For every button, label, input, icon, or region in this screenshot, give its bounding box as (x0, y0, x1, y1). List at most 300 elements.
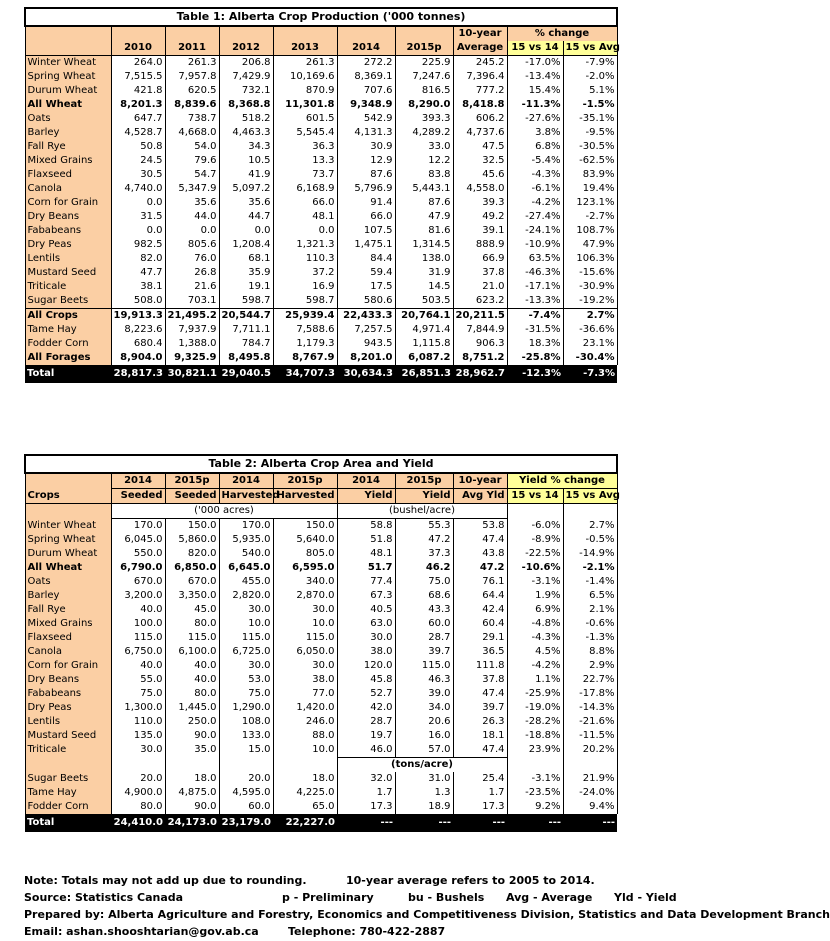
data-cell: 1.3 (395, 786, 453, 800)
data-cell: 598.7 (219, 294, 273, 309)
data-cell: 46.3 (395, 673, 453, 687)
data-cell: 8,290.0 (395, 98, 453, 112)
data-cell: -2.7% (563, 210, 617, 224)
data-cell: 33.0 (395, 140, 453, 154)
data-cell: 0.0 (111, 224, 165, 238)
row-label: Oats (25, 575, 111, 589)
data-cell: 805.0 (273, 547, 337, 561)
data-cell: 68.1 (219, 252, 273, 266)
area-yield-row (25, 575, 617, 589)
data-cell: 30.0 (219, 603, 273, 617)
total-cell: -12.3% (507, 365, 563, 383)
column-header-top: 2015p (165, 473, 219, 489)
production-row (25, 294, 617, 309)
production-row (25, 154, 617, 168)
row-label: Tame Hay (25, 786, 111, 800)
data-cell: 25.4 (453, 772, 507, 786)
note-yld: Yld - Yield (614, 891, 677, 904)
data-cell: 43.8 (453, 547, 507, 561)
data-cell: -27.6% (507, 112, 563, 126)
data-cell: -0.6% (563, 617, 617, 631)
data-cell: 31.5 (111, 210, 165, 224)
data-cell: 5.1% (563, 84, 617, 98)
data-cell: 20,764.1 (395, 309, 453, 324)
data-cell: 39.7 (453, 701, 507, 715)
area-yield-row (25, 533, 617, 547)
data-cell: -9.5% (563, 126, 617, 140)
data-cell: 87.6 (395, 196, 453, 210)
data-cell: -19.2% (563, 294, 617, 309)
column-header: 2013 (273, 41, 337, 56)
data-cell: 8,368.8 (219, 98, 273, 112)
data-cell: 4,900.0 (111, 786, 165, 800)
data-cell: 18.0 (165, 772, 219, 786)
data-cell: 3,350.0 (165, 589, 219, 603)
data-cell: 34.0 (395, 701, 453, 715)
unit-yield-label: (bushel/acre) (337, 504, 507, 519)
data-cell: 31.9 (395, 266, 453, 280)
data-cell: 47.5 (453, 140, 507, 154)
data-cell: 4,131.3 (337, 126, 395, 140)
data-cell: 421.8 (111, 84, 165, 98)
data-cell: 30.0 (273, 603, 337, 617)
data-cell: 43.3 (395, 603, 453, 617)
data-cell: -10.9% (507, 238, 563, 252)
data-cell: 2.7% (563, 519, 617, 534)
data-cell: 46.0 (337, 743, 395, 758)
data-cell: -7.4% (507, 309, 563, 324)
data-cell: 55.0 (111, 673, 165, 687)
data-cell: 76.1 (453, 575, 507, 589)
data-cell: -30.5% (563, 140, 617, 154)
row-label: Dry Peas (25, 701, 111, 715)
contact-email[interactable]: Email: ashan.shooshtarian@gov.ab.ca (24, 925, 259, 938)
data-cell: 8,201.0 (337, 351, 395, 365)
row-label: Triticale (25, 743, 111, 758)
data-cell: 4,558.0 (453, 182, 507, 196)
data-cell: 90.0 (165, 800, 219, 814)
row-label: Mustard Seed (25, 266, 111, 280)
column-header: Average (453, 41, 507, 56)
data-cell: 542.9 (337, 112, 395, 126)
data-cell: 30.0 (111, 743, 165, 758)
row-label: Tame Hay (25, 323, 111, 337)
production-row (25, 70, 617, 84)
data-cell: -15.6% (563, 266, 617, 280)
data-cell: 1,208.4 (219, 238, 273, 252)
production-row (25, 309, 617, 324)
data-cell: -2.0% (563, 70, 617, 84)
data-cell: 47.4 (453, 533, 507, 547)
data-cell: 108.7% (563, 224, 617, 238)
data-cell: 3.8% (507, 126, 563, 140)
data-cell: 22,433.3 (337, 309, 395, 324)
data-cell: 107.5 (337, 224, 395, 238)
data-cell: 77.0 (273, 687, 337, 701)
row-label: All Wheat (25, 561, 111, 575)
data-cell: 4,740.0 (111, 182, 165, 196)
contact-telephone: Telephone: 780-422-2887 (288, 925, 446, 938)
data-cell: 4,595.0 (219, 786, 273, 800)
data-cell: 7,844.9 (453, 323, 507, 337)
data-cell: 120.0 (337, 659, 395, 673)
production-row (25, 337, 617, 351)
data-cell: 30.5 (111, 168, 165, 182)
data-cell: -17.0% (507, 56, 563, 71)
data-cell: -14.9% (563, 547, 617, 561)
area-yield-row (25, 561, 617, 575)
data-cell: 8,751.2 (453, 351, 507, 365)
data-cell: 47.2 (395, 533, 453, 547)
data-cell: 870.9 (273, 84, 337, 98)
data-cell: 82.0 (111, 252, 165, 266)
column-header-top: 10-year (453, 473, 507, 489)
data-cell: 7,257.5 (337, 323, 395, 337)
area-yield-row (25, 645, 617, 659)
yield-change-header: Yield % change (507, 473, 617, 489)
data-cell: 30.0 (337, 631, 395, 645)
data-cell: 261.3 (165, 56, 219, 71)
data-cell: 6.8% (507, 140, 563, 154)
data-cell: -4.8% (507, 617, 563, 631)
data-cell: 51.7 (337, 561, 395, 575)
data-cell: 80.0 (111, 800, 165, 814)
data-cell: -36.6% (563, 323, 617, 337)
column-header: 15 vs Avg (563, 489, 617, 504)
data-cell: 45.0 (165, 603, 219, 617)
data-cell: -6.1% (507, 182, 563, 196)
note-avg: Avg - Average (506, 891, 593, 904)
area-yield-row (25, 715, 617, 729)
data-cell: 8,839.6 (165, 98, 219, 112)
data-cell: 19,913.3 (111, 309, 165, 324)
data-cell: -2.1% (563, 561, 617, 575)
data-cell: 17.5 (337, 280, 395, 294)
data-cell: 42.0 (337, 701, 395, 715)
data-cell: -35.1% (563, 112, 617, 126)
row-label: Oats (25, 112, 111, 126)
crop-production-table (24, 7, 618, 383)
data-cell: 4,225.0 (273, 786, 337, 800)
row-label: Flaxseed (25, 631, 111, 645)
column-header-top: 2014 (219, 473, 273, 489)
data-cell: 18.3% (507, 337, 563, 351)
data-cell: 22.7% (563, 673, 617, 687)
data-cell: 63.0 (337, 617, 395, 631)
data-cell: 49.2 (453, 210, 507, 224)
data-cell: 508.0 (111, 294, 165, 309)
data-cell: 7,937.9 (165, 323, 219, 337)
column-header-top: 2015p (273, 473, 337, 489)
data-cell: 20,544.7 (219, 309, 273, 324)
data-cell: 37.3 (395, 547, 453, 561)
unit-tons-label: (tons/acre) (337, 758, 507, 773)
data-cell: 4,289.2 (395, 126, 453, 140)
production-row (25, 56, 617, 71)
data-cell: -25.9% (507, 687, 563, 701)
data-cell: 1,445.0 (165, 701, 219, 715)
total-cell: 24,410.0 (111, 814, 165, 832)
data-cell: 6,645.0 (219, 561, 273, 575)
data-cell: 12.2 (395, 154, 453, 168)
data-cell: 57.0 (395, 743, 453, 758)
data-cell: 10,169.6 (273, 70, 337, 84)
data-cell: 703.1 (165, 294, 219, 309)
data-cell: 83.8 (395, 168, 453, 182)
production-row (25, 266, 617, 280)
data-cell: 2,870.0 (273, 589, 337, 603)
data-cell: 45.8 (337, 673, 395, 687)
data-cell: 5,935.0 (219, 533, 273, 547)
data-cell: 45.6 (453, 168, 507, 182)
data-cell: 35.6 (219, 196, 273, 210)
data-cell: -14.3% (563, 701, 617, 715)
data-cell: 10.5 (219, 154, 273, 168)
data-cell: -4.2% (507, 659, 563, 673)
data-cell: -13.3% (507, 294, 563, 309)
row-label: Fababeans (25, 687, 111, 701)
data-cell: 46.2 (395, 561, 453, 575)
data-cell: 11,301.8 (273, 98, 337, 112)
data-cell: 106.3% (563, 252, 617, 266)
data-cell: 0.0 (111, 196, 165, 210)
column-header: Seeded (165, 489, 219, 504)
data-cell: 8,767.9 (273, 351, 337, 365)
total-label: Total (25, 365, 111, 383)
data-cell: 37.2 (273, 266, 337, 280)
data-cell: -11.5% (563, 729, 617, 743)
area-yield-row (25, 631, 617, 645)
data-cell: 7,247.6 (395, 70, 453, 84)
area-yield-row (25, 589, 617, 603)
data-cell: -30.9% (563, 280, 617, 294)
crops-header: Crops (25, 489, 111, 504)
production-row (25, 238, 617, 252)
area-yield-row (25, 701, 617, 715)
data-cell: -3.1% (507, 772, 563, 786)
row-label: Canola (25, 182, 111, 196)
data-cell: 2,820.0 (219, 589, 273, 603)
data-cell: 6.5% (563, 589, 617, 603)
data-cell: 7,515.5 (111, 70, 165, 84)
data-cell: 3,200.0 (111, 589, 165, 603)
data-cell: 670.0 (165, 575, 219, 589)
data-cell: 784.7 (219, 337, 273, 351)
data-cell: 36.3 (273, 140, 337, 154)
data-cell: 6,100.0 (165, 645, 219, 659)
data-cell: 68.6 (395, 589, 453, 603)
data-cell: 7,957.8 (165, 70, 219, 84)
data-cell: 47.7 (111, 266, 165, 280)
column-header: 2011 (165, 41, 219, 56)
data-cell: 115.0 (273, 631, 337, 645)
data-cell: -46.3% (507, 266, 563, 280)
total-cell: 30,821.1 (165, 365, 219, 383)
data-cell: 6,850.0 (165, 561, 219, 575)
data-cell: 73.7 (273, 168, 337, 182)
data-cell: -11.3% (507, 98, 563, 112)
data-cell: 1,179.3 (273, 337, 337, 351)
data-cell: 150.0 (273, 519, 337, 534)
data-cell: 8,418.8 (453, 98, 507, 112)
row-label: Fall Rye (25, 140, 111, 154)
data-cell: 5,796.9 (337, 182, 395, 196)
data-cell: 19.4% (563, 182, 617, 196)
data-cell: 670.0 (111, 575, 165, 589)
total-cell: --- (337, 814, 395, 832)
data-cell: 55.3 (395, 519, 453, 534)
data-cell: 76.0 (165, 252, 219, 266)
data-cell: 51.8 (337, 533, 395, 547)
data-cell: 943.5 (337, 337, 395, 351)
data-cell: 340.0 (273, 575, 337, 589)
row-label-header (25, 473, 111, 489)
data-cell: 133.0 (219, 729, 273, 743)
data-cell: 250.0 (165, 715, 219, 729)
row-label: Corn for Grain (25, 659, 111, 673)
data-cell: 35.0 (165, 743, 219, 758)
data-cell: 20.6 (395, 715, 453, 729)
data-cell: 38.1 (111, 280, 165, 294)
column-header: 2012 (219, 41, 273, 56)
total-cell: --- (395, 814, 453, 832)
data-cell: 10.0 (219, 617, 273, 631)
data-cell: 225.9 (395, 56, 453, 71)
data-cell: 4,463.3 (219, 126, 273, 140)
data-cell: -1.3% (563, 631, 617, 645)
production-row (25, 252, 617, 266)
data-cell: -28.2% (507, 715, 563, 729)
data-cell: -4.3% (507, 631, 563, 645)
data-cell: 598.7 (273, 294, 337, 309)
row-label: Fodder Corn (25, 800, 111, 814)
column-header: Avg Yld (453, 489, 507, 504)
data-cell: 40.5 (337, 603, 395, 617)
data-cell: 42.4 (453, 603, 507, 617)
data-cell: 4,668.0 (165, 126, 219, 140)
data-cell: 19.1 (219, 280, 273, 294)
data-cell: 40.0 (111, 659, 165, 673)
total-cell: 28,817.3 (111, 365, 165, 383)
data-cell: 5,097.2 (219, 182, 273, 196)
area-yield-row (25, 617, 617, 631)
data-cell: 81.6 (395, 224, 453, 238)
total-cell: 30,634.3 (337, 365, 395, 383)
data-cell: -3.1% (507, 575, 563, 589)
data-cell: 540.0 (219, 547, 273, 561)
data-cell: 115.0 (219, 631, 273, 645)
data-cell: 35.9 (219, 266, 273, 280)
data-cell: 170.0 (219, 519, 273, 534)
total-cell: 24,173.0 (165, 814, 219, 832)
data-cell: 77.4 (337, 575, 395, 589)
data-cell: 2.1% (563, 603, 617, 617)
data-cell: 1,290.0 (219, 701, 273, 715)
total-cell: 28,962.7 (453, 365, 507, 383)
data-cell: 37.8 (453, 673, 507, 687)
data-cell: 110.3 (273, 252, 337, 266)
data-cell: 24.5 (111, 154, 165, 168)
data-cell: 7,711.1 (219, 323, 273, 337)
data-cell: 246.0 (273, 715, 337, 729)
row-label: Winter Wheat (25, 56, 111, 71)
column-header: Harvested (273, 489, 337, 504)
data-cell: 47.4 (453, 687, 507, 701)
data-cell: 455.0 (219, 575, 273, 589)
data-cell: 150.0 (165, 519, 219, 534)
row-label: Corn for Grain (25, 196, 111, 210)
row-label: Mixed Grains (25, 154, 111, 168)
data-cell: -10.6% (507, 561, 563, 575)
row-label: Durum Wheat (25, 84, 111, 98)
area-yield-row (25, 800, 617, 814)
production-row (25, 210, 617, 224)
data-cell: 44.0 (165, 210, 219, 224)
data-cell: -25.8% (507, 351, 563, 365)
data-cell: 88.0 (273, 729, 337, 743)
data-cell: 60.4 (453, 617, 507, 631)
data-cell: 1,300.0 (111, 701, 165, 715)
data-cell: 732.1 (219, 84, 273, 98)
data-cell: 10.0 (273, 617, 337, 631)
data-cell: 40.0 (111, 603, 165, 617)
data-cell: -1.5% (563, 98, 617, 112)
data-cell: 65.0 (273, 800, 337, 814)
data-cell: 21.9% (563, 772, 617, 786)
data-cell: 20,211.5 (453, 309, 507, 324)
data-cell: 4,875.0 (165, 786, 219, 800)
total-cell: 29,040.5 (219, 365, 273, 383)
data-cell: 59.4 (337, 266, 395, 280)
note-bushels: bu - Bushels (408, 891, 485, 904)
data-cell: 53.8 (453, 519, 507, 534)
row-label: All Forages (25, 351, 111, 365)
total-cell: 22,227.0 (273, 814, 337, 832)
data-cell: 23.1% (563, 337, 617, 351)
table1-title: Table 1: Alberta Crop Production ('000 tonnes) (25, 8, 617, 26)
data-cell: 84.4 (337, 252, 395, 266)
column-header: 15 vs Avg (563, 41, 617, 56)
data-cell: 1.7 (453, 786, 507, 800)
data-cell: 7,396.4 (453, 70, 507, 84)
note-preliminary: p - Preliminary (282, 891, 374, 904)
data-cell: 135.0 (111, 729, 165, 743)
area-yield-row (25, 743, 617, 758)
data-cell: -8.9% (507, 533, 563, 547)
data-cell: 41.9 (219, 168, 273, 182)
data-cell: 48.1 (337, 547, 395, 561)
row-label: Spring Wheat (25, 70, 111, 84)
data-cell: 623.2 (453, 294, 507, 309)
data-cell: 6,168.9 (273, 182, 337, 196)
data-cell: 40.0 (165, 673, 219, 687)
row-label: Canola (25, 645, 111, 659)
column-header: Yield (395, 489, 453, 504)
area-yield-row (25, 547, 617, 561)
data-cell: 75.0 (219, 687, 273, 701)
note-average: 10-year average refers to 2005 to 2014. (346, 874, 595, 887)
production-row (25, 84, 617, 98)
data-cell: 75.0 (395, 575, 453, 589)
data-cell: -0.5% (563, 533, 617, 547)
data-cell: 12.9 (337, 154, 395, 168)
data-cell: 738.7 (165, 112, 219, 126)
area-yield-row (25, 729, 617, 743)
production-row (25, 351, 617, 365)
data-cell: 17.3 (337, 800, 395, 814)
data-cell: 80.0 (165, 687, 219, 701)
data-cell: 1,314.5 (395, 238, 453, 252)
